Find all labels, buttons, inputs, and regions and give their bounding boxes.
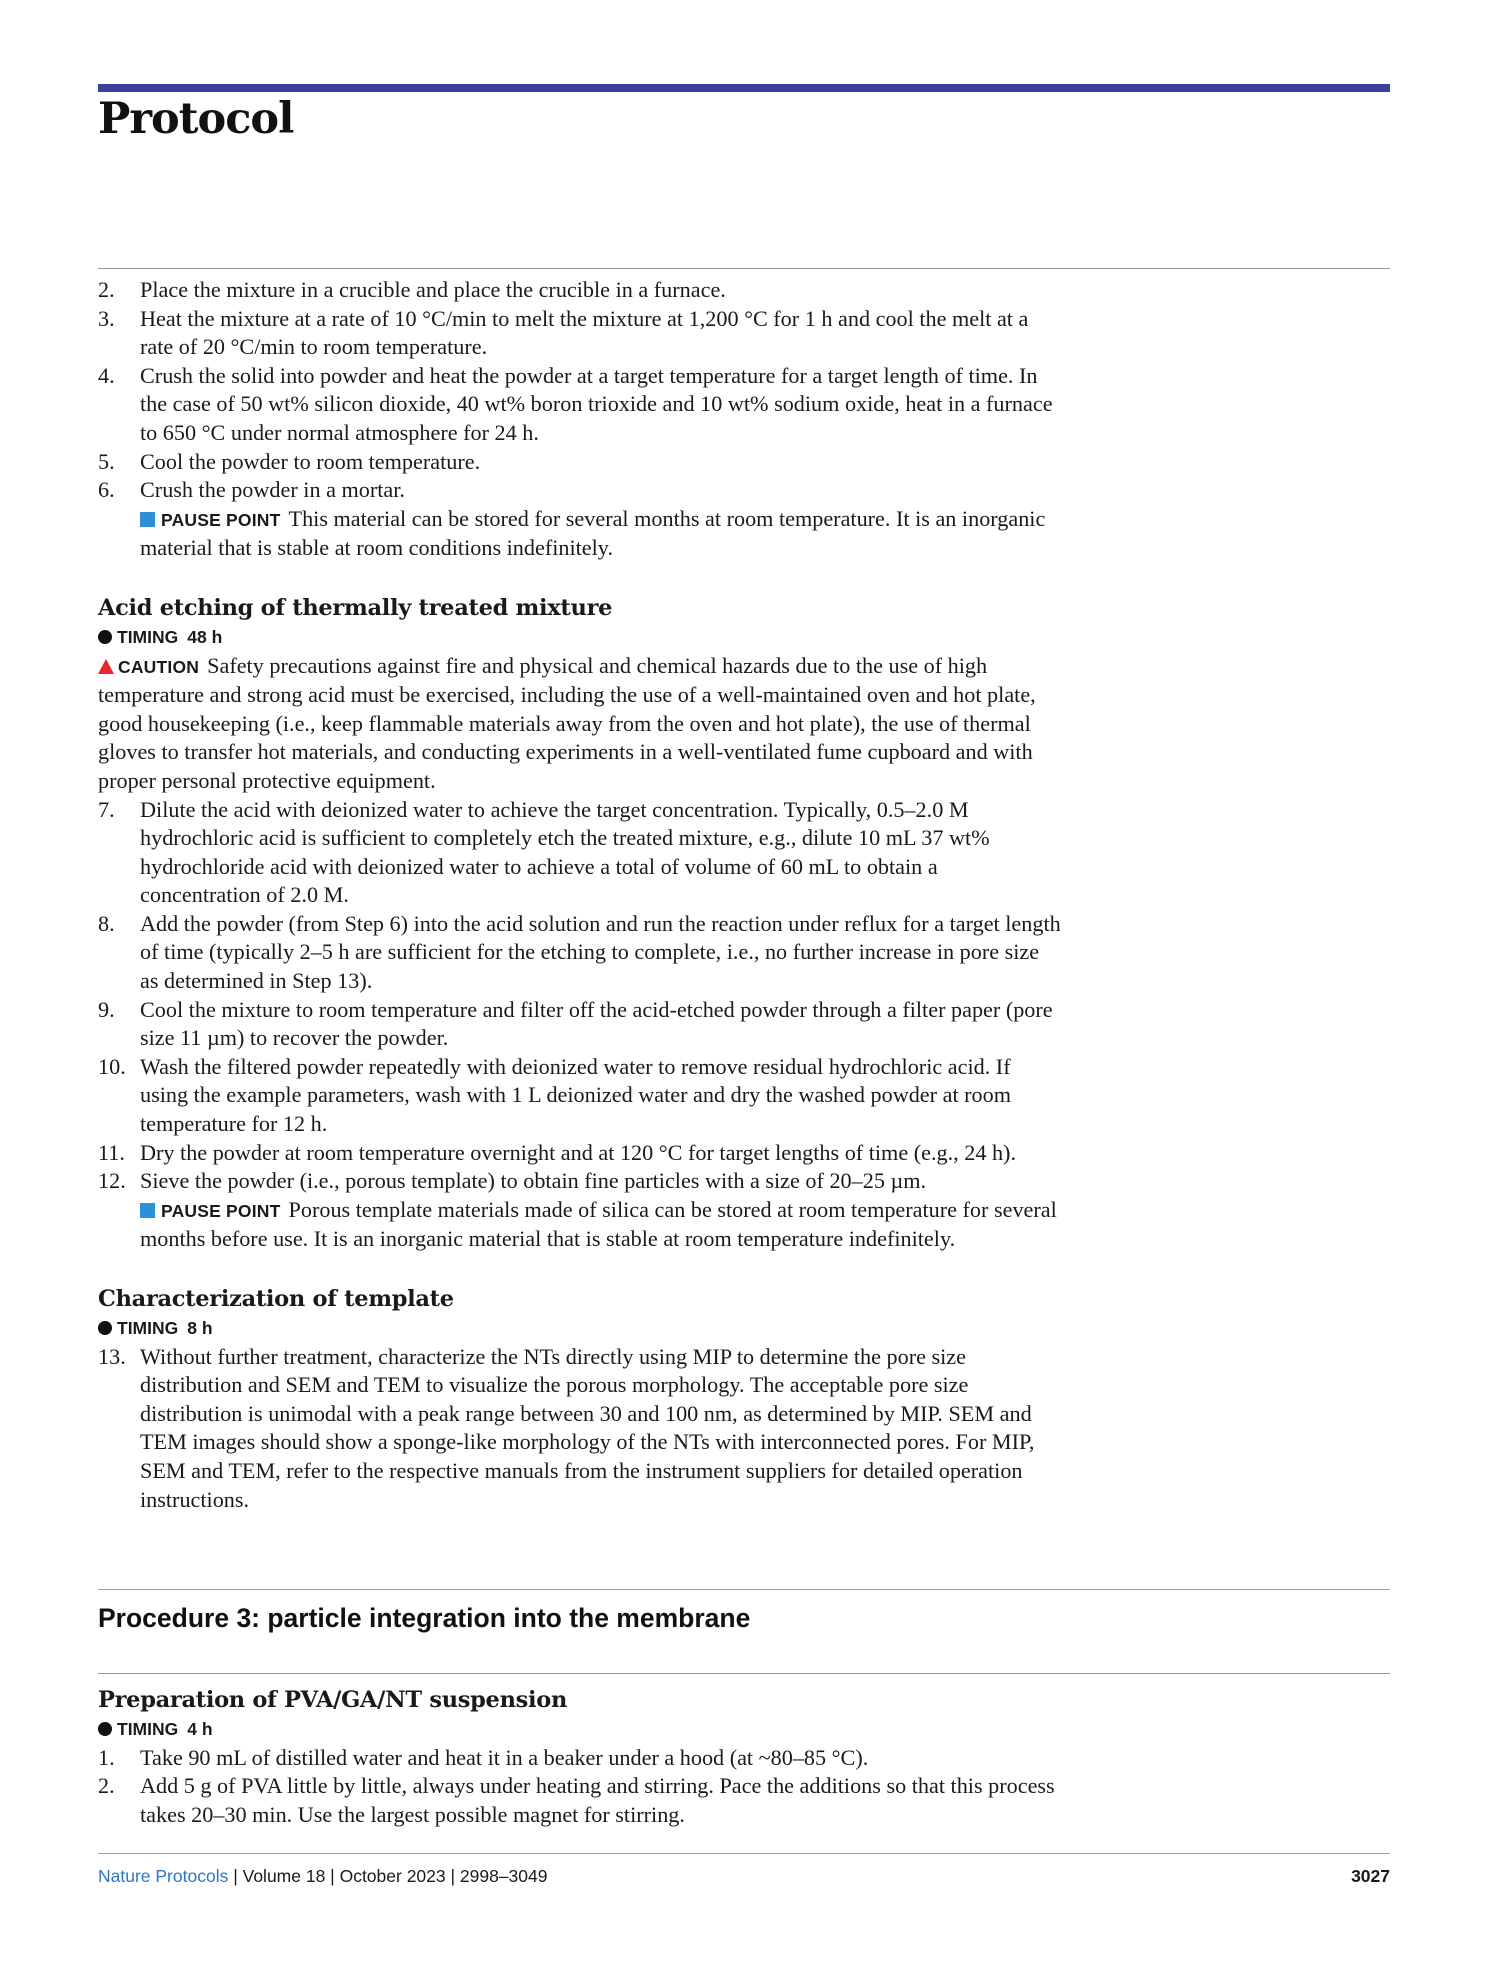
- procedure-content: [98, 1686, 1063, 1829]
- timing-label: TIMING: [117, 626, 179, 647]
- step-text: Sieve the powder (i.e., porous template) to obtain fine particles with a size of 20–25 µm.: [140, 1168, 927, 1194]
- step-number: 11.: [98, 1139, 125, 1165]
- list-item: [98, 1343, 1063, 1515]
- list-item: [98, 476, 1063, 563]
- list-item: [98, 1139, 1063, 1168]
- timing-label: TIMING: [117, 1318, 179, 1338]
- step-text: Wash the filtered powder repeatedly with deionized water to remove residual hydrochloric acid. If using the example parameters, wash with 1 L deionized water and dry the washed powder at room temperature for 12 h.: [140, 1053, 1011, 1137]
- list-item: [98, 276, 1063, 305]
- step-text: Add 5 g of PVA little by little, always under heating and stirring. Pace the additions so that this process takes 20–30 min. Use the largest possible magnet for stirring.: [140, 1773, 1055, 1827]
- section-heading: Acid etching of thermally treated mixture: [98, 594, 613, 621]
- step-number: 4.: [98, 362, 115, 388]
- step-number: 13.: [98, 1343, 126, 1369]
- step-number: 9.: [98, 996, 115, 1022]
- footer-volume-info: | Volume 18 | October 2023 | 2998–3049: [228, 1866, 548, 1886]
- list-item: [98, 305, 1063, 362]
- divider: [98, 1673, 1390, 1674]
- step-number: 3.: [98, 305, 115, 331]
- step-number: 10.: [98, 1053, 126, 1079]
- step-number: 7.: [98, 796, 115, 822]
- step-text: Take 90 mL of distilled water and heat it in a beaker under a hood (at ~80–85 °C).: [140, 1744, 869, 1770]
- step-number: 2.: [98, 277, 115, 302]
- timing-dot-icon: [98, 1722, 112, 1736]
- pause-point: [140, 505, 1063, 563]
- list-item: [98, 1772, 1063, 1829]
- step-number: 8.: [98, 910, 115, 936]
- step-text: Cool the mixture to room temperature and filter off the acid-etched powder through a filter paper (pore size 11 µm) to recover the powder.: [140, 996, 1053, 1051]
- pause-point: [140, 1196, 1063, 1254]
- pause-label: PAUSE POINT: [161, 1200, 281, 1221]
- step-text: Heat the mixture at a rate of 10 °C/min to melt the mixture at 1,200 °C for 1 h and cool the melt at a rate of 20 °C/min to room temperature.: [140, 305, 1029, 360]
- page-number: 3027: [1351, 1866, 1390, 1886]
- step-text: Crush the powder in a mortar.: [140, 477, 405, 503]
- divider: [98, 1589, 1390, 1590]
- list-item: [98, 996, 1063, 1053]
- timing-dot-icon: [98, 630, 112, 644]
- step-text: Cool the powder to room temperature.: [140, 448, 481, 474]
- list-item: [98, 796, 1063, 910]
- timing-value: 8 h: [187, 1318, 213, 1338]
- pause-text: Porous template materials made of silica can be stored at room temperature for several months before use. It is an inorganic material that is stable at room temperature indefinitely.: [140, 1196, 1057, 1252]
- step-number: 5.: [98, 448, 115, 474]
- step-text: Add the powder (from Step 6) into the acid solution and run the reaction under reflux for a target length of time (typically 2–5 h are sufficient for the etching to complete, i.e., no further increase in pore size as determined in Step 13).: [140, 910, 1061, 994]
- timing-value: 4 h: [187, 1719, 213, 1739]
- step-text: Dry the powder at room temperature overnight and at 120 °C for target lengths of time (e.g., 24 h).: [140, 1139, 1016, 1165]
- timing-line: [98, 1314, 1063, 1343]
- timing-line: [98, 623, 1063, 652]
- step-number: 12.: [98, 1168, 126, 1194]
- timing-value: 48 h: [187, 626, 223, 647]
- list-item: [98, 1053, 1063, 1139]
- list-item: [98, 448, 1063, 477]
- list-item: [98, 362, 1063, 448]
- main-content: [98, 276, 1063, 1514]
- step-text: Dilute the acid with deionized water to achieve the target concentration. Typically, 0.5–2.0 M hydrochloric acid is sufficient to completely etch the treated mixture, e.g., dilute 10 mL 37 wt% hydrochloride acid with deionized water to achieve a total of volume of 60 mL to obtain a concentration of 2.0 M.: [140, 796, 990, 908]
- step-text: Without further treatment, characterize the NTs directly using MIP to determine the pore size distribution and SEM and TEM to visualize the porous morphology. The acceptable pore size distribution is unimodal with a peak range between 30 and 100 nm, as determined by MIP. SEM and TEM images should show a sponge-like morphology of the NTs with interconnected pores. For MIP, SEM and TEM, refer to the respective manuals from the instrument suppliers for detailed operation instructions.: [140, 1343, 1035, 1512]
- pause-square-icon: [140, 512, 155, 527]
- list-item: [98, 910, 1063, 996]
- caution-label: CAUTION: [118, 656, 200, 677]
- pause-square-icon: [140, 1203, 155, 1218]
- timing-dot-icon: [98, 1321, 112, 1335]
- page-header-title: Protocol: [98, 94, 294, 144]
- pause-text: This material can be stored for several months at room temperature. It is an inorganic material that is stable at room conditions indefinitely.: [140, 505, 1046, 561]
- step-number: 2.: [98, 1773, 115, 1799]
- step-number: 6.: [98, 477, 115, 503]
- pause-label: PAUSE POINT: [161, 509, 281, 530]
- step-text: Crush the solid into powder and heat the powder at a target temperature for a target length of time. In the case of 50 wt% silicon dioxide, 40 wt% boron trioxide and 10 wt% sodium oxide, heat in a furnace to 650 °C under normal atmosphere for 24 h.: [140, 362, 1053, 445]
- step-number: 1.: [98, 1744, 115, 1770]
- timing-line: [98, 1715, 1063, 1744]
- footer-citation: [98, 1866, 548, 1887]
- list-item: [98, 1744, 1063, 1773]
- section-heading: Preparation of PVA/GA/NT suspension: [98, 1687, 568, 1713]
- step-text: Place the mixture in a crucible and place the crucible in a furnace.: [140, 277, 726, 302]
- footer-divider: [98, 1853, 1390, 1854]
- caution-paragraph: [98, 652, 1063, 796]
- header-rule: [98, 84, 1390, 92]
- caution-triangle-icon: [98, 659, 114, 674]
- section-heading: Characterization of template: [98, 1286, 454, 1312]
- divider: [98, 268, 1390, 269]
- page-footer: [98, 1866, 1390, 1887]
- list-item: [98, 1167, 1063, 1254]
- procedure-heading: Procedure 3: particle integration into the membrane: [98, 1603, 751, 1633]
- timing-label: TIMING: [117, 1719, 179, 1739]
- caution-text: Safety precautions against fire and physical and chemical hazards due to the use of high temperature and strong acid must be exercised, including the use of a well-maintained oven and hot plate, good housekeeping (i.e., keep flammable materials away from the oven and hot plate), the use of thermal gloves to transfer hot materials, and conducting experiments in a well-ventilated fume cupboard and with proper personal protective equipment.: [98, 652, 1036, 793]
- journal-link[interactable]: Nature Protocols: [98, 1866, 229, 1886]
